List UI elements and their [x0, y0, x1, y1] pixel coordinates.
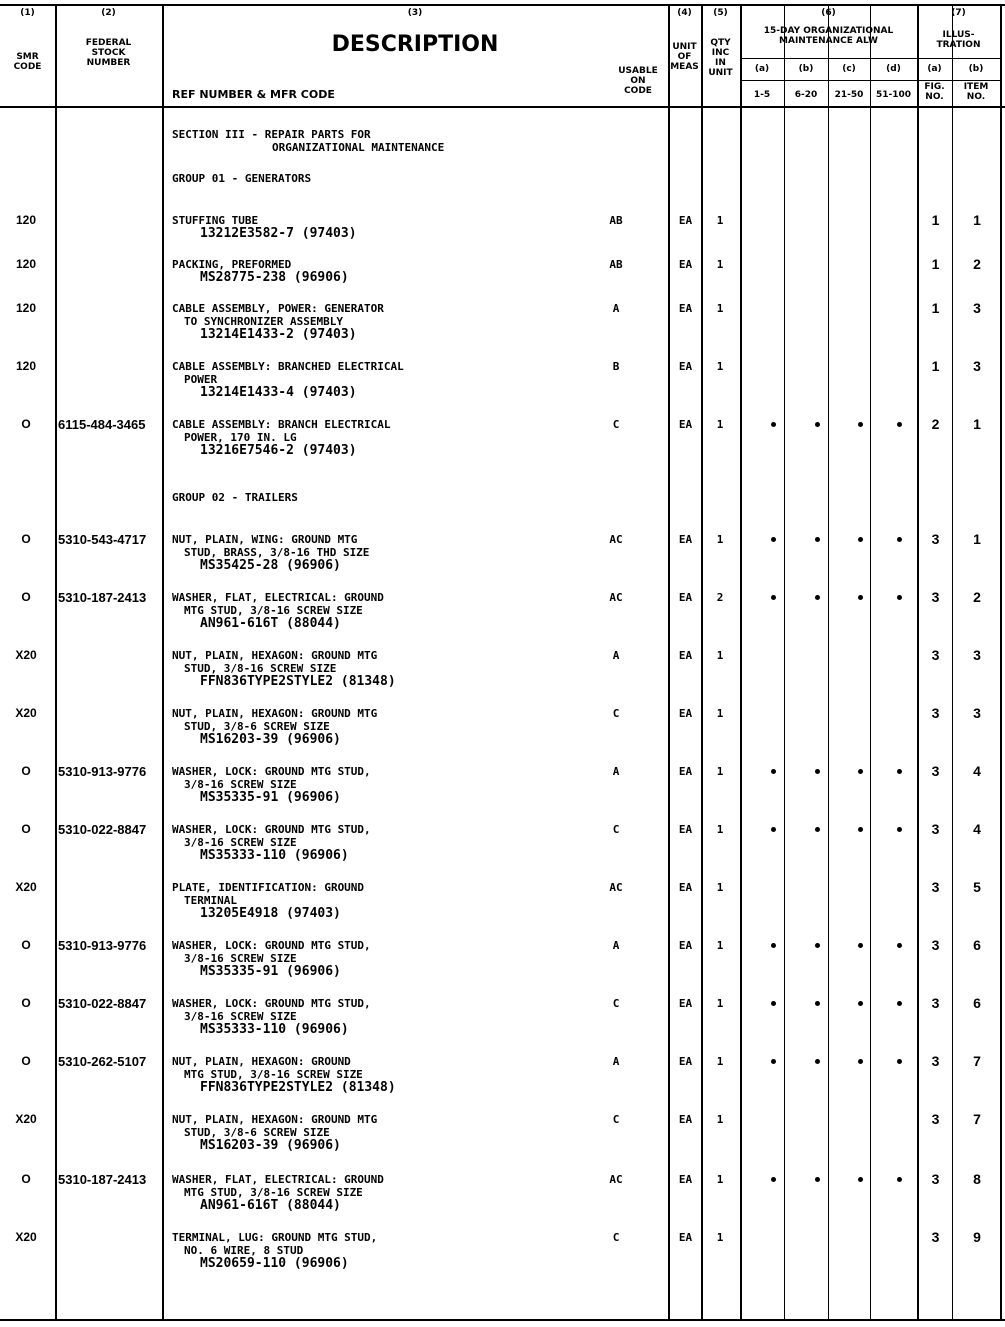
item-number: 6	[973, 995, 981, 1011]
usable-on-code: A	[612, 302, 620, 315]
usable-on-code: C	[612, 418, 620, 431]
smr-code: O	[21, 1054, 31, 1068]
figure-number: 2	[931, 416, 940, 432]
smr-code: O	[21, 764, 31, 778]
usable-on-code: B	[612, 360, 620, 373]
ref-number-mfr-code: AN961-616T (88044)	[200, 1198, 341, 1213]
description-line: STUFFING TUBE	[172, 214, 259, 227]
smr-code: X20	[15, 706, 37, 720]
col3-num: (3)	[407, 8, 423, 18]
item-number: 1	[973, 416, 981, 432]
col-divider-5	[740, 4, 742, 1321]
description-line: 3/8-16 SCREW SIZE	[184, 1010, 297, 1023]
col4-label: UNIT OF MEAS	[670, 42, 699, 72]
item-number: 3	[973, 647, 981, 663]
usable-on-header: USABLE ON CODE	[618, 66, 658, 96]
col-divider-6a	[784, 4, 785, 1321]
allowance-mark	[815, 1001, 820, 1006]
allowance-mark	[815, 1059, 820, 1064]
figure-number: 1	[931, 212, 940, 228]
qty-in-unit: 1	[716, 533, 724, 546]
smr-code: X20	[15, 648, 37, 662]
smr-code: O	[21, 938, 31, 952]
ref-number-mfr-code: MS35333-110 (96906)	[200, 848, 349, 863]
smr-code: O	[21, 1172, 31, 1186]
usable-on-code: AC	[609, 881, 623, 894]
federal-stock-number: 5310-913-9776	[58, 938, 147, 953]
description-block	[172, 418, 391, 457]
description-block	[172, 533, 369, 572]
unit-of-measure: EA	[678, 302, 693, 315]
unit-of-measure: EA	[678, 939, 693, 952]
unit-of-measure: EA	[678, 765, 693, 778]
description-block	[172, 1231, 377, 1270]
ref-number-header: REF NUMBER & MFR CODE	[172, 88, 335, 101]
description-line: STUD, 3/8-16 SCREW SIZE	[184, 662, 337, 675]
item-number: 8	[973, 1171, 981, 1187]
description-block	[172, 707, 377, 746]
allowance-mark	[771, 537, 776, 542]
ref-number-mfr-code: MS35333-110 (96906)	[200, 1022, 349, 1037]
ref-number-mfr-code: MS35425-28 (96906)	[200, 558, 341, 573]
allowance-mark	[897, 827, 902, 832]
unit-of-measure: EA	[678, 1055, 693, 1068]
figure-number: 3	[931, 1053, 940, 1069]
col1-num: (1)	[20, 8, 35, 18]
unit-of-measure: EA	[678, 1113, 693, 1126]
federal-stock-number: 5310-543-4717	[58, 532, 147, 547]
figure-number: 3	[931, 705, 940, 721]
description-block	[172, 997, 371, 1036]
qty-in-unit: 1	[716, 1173, 724, 1186]
unit-of-measure: EA	[678, 649, 693, 662]
ref-number-mfr-code: 13214E1433-4 (97403)	[200, 385, 357, 400]
figure-number: 1	[931, 300, 940, 316]
allowance-mark	[858, 769, 863, 774]
smr-code: O	[21, 996, 31, 1010]
usable-on-code: A	[612, 649, 620, 662]
alw-d-key: (d)	[886, 64, 901, 74]
usable-on-code: C	[612, 707, 620, 720]
description-line: WASHER, FLAT, ELECTRICAL: GROUND	[172, 591, 384, 604]
ref-number-mfr-code: FFN836TYPE2STYLE2 (81348)	[200, 1080, 396, 1095]
group-01-heading: GROUP 01 - GENERATORS	[172, 172, 312, 185]
description-block	[172, 1055, 396, 1094]
description-line: NUT, PLAIN, HEXAGON: GROUND MTG	[172, 1113, 378, 1126]
smr-code: X20	[15, 1112, 37, 1126]
figure-number: 1	[931, 256, 940, 272]
alw-sub-rule-2	[740, 80, 1000, 81]
usable-on-code: AB	[609, 214, 623, 227]
allowance-mark	[815, 422, 820, 427]
allowance-mark	[771, 1059, 776, 1064]
federal-stock-number: 5310-187-2413	[58, 1172, 147, 1187]
col4-num: (4)	[677, 8, 692, 18]
description-line: NO. 6 WIRE, 8 STUD	[184, 1244, 304, 1257]
allowance-mark	[897, 1059, 902, 1064]
allowance-mark	[858, 1001, 863, 1006]
right-rule	[1000, 4, 1002, 1321]
alw-a-range: 1-5	[753, 90, 771, 100]
item-number: 2	[973, 256, 981, 272]
qty-in-unit: 1	[716, 1055, 724, 1068]
allowance-mark	[771, 422, 776, 427]
smr-code: X20	[15, 880, 37, 894]
unit-of-measure: EA	[678, 533, 693, 546]
ref-number-mfr-code: 13216E7546-2 (97403)	[200, 443, 357, 458]
qty-in-unit: 1	[716, 418, 724, 431]
ref-number-mfr-code: AN961-616T (88044)	[200, 616, 341, 631]
smr-code: O	[21, 532, 31, 546]
allowance-mark	[815, 537, 820, 542]
alw-b-key: (b)	[798, 64, 814, 74]
fig-key: (a)	[927, 64, 942, 74]
allowance-mark	[897, 422, 902, 427]
description-line: MTG STUD, 3/8-16 SCREW SIZE	[184, 1068, 363, 1081]
description-block	[172, 649, 396, 688]
col-divider-2	[162, 4, 164, 1321]
description-block	[172, 881, 364, 920]
description-block	[172, 1173, 384, 1212]
allowance-mark	[858, 1059, 863, 1064]
item-number: 7	[973, 1111, 981, 1127]
allowance-mark	[858, 595, 863, 600]
allowance-mark	[858, 537, 863, 542]
description-block	[172, 1113, 377, 1152]
alw-b-range: 6-20	[794, 90, 818, 100]
federal-stock-number: 5310-022-8847	[58, 822, 147, 837]
federal-stock-number: 5310-022-8847	[58, 996, 147, 1011]
qty-in-unit: 1	[716, 1113, 724, 1126]
smr-code: O	[21, 417, 31, 431]
col2-label: FEDERAL STOCK NUMBER	[85, 38, 132, 68]
figure-number: 3	[931, 647, 940, 663]
unit-of-measure: EA	[678, 418, 693, 431]
ref-number-mfr-code: FFN836TYPE2STYLE2 (81348)	[200, 674, 396, 689]
unit-of-measure: EA	[678, 707, 693, 720]
section-title-line2: ORGANIZATIONAL MAINTENANCE	[272, 141, 445, 154]
item-number: 3	[973, 705, 981, 721]
allowance-mark	[771, 1001, 776, 1006]
unit-of-measure: EA	[678, 360, 693, 373]
ref-number-mfr-code: 13205E4918 (97403)	[200, 906, 341, 921]
allowance-mark	[858, 422, 863, 427]
alw-a-key: (a)	[754, 64, 770, 74]
bottom-rule	[0, 1319, 1005, 1321]
qty-in-unit: 1	[716, 881, 724, 894]
description-line: POWER, 170 IN. LG	[184, 431, 297, 444]
qty-in-unit: 2	[716, 591, 724, 604]
description-line: 3/8-16 SCREW SIZE	[184, 952, 297, 965]
description-line: NUT, PLAIN, WING: GROUND MTG	[172, 533, 358, 546]
item-number: 1	[973, 531, 981, 547]
item-number: 9	[973, 1229, 981, 1245]
description-line: CABLE ASSEMBLY: BRANCHED ELECTRICAL	[172, 360, 404, 373]
ref-number-mfr-code: MS16203-39 (96906)	[200, 1138, 341, 1153]
description-line: WASHER, LOCK: GROUND MTG STUD,	[172, 939, 371, 952]
ref-number-mfr-code: MS20659-110 (96906)	[200, 1256, 349, 1271]
qty-in-unit: 1	[716, 939, 724, 952]
fig-no-header: FIG. NO.	[924, 82, 945, 102]
item-number: 3	[973, 300, 981, 316]
usable-on-code: C	[612, 997, 620, 1010]
smr-code: 120	[15, 213, 37, 227]
col5-label: QTY INC IN UNIT	[708, 38, 733, 78]
header-bottom-rule	[0, 106, 1005, 108]
description-line: WASHER, FLAT, ELECTRICAL: GROUND	[172, 1173, 384, 1186]
smr-code: 120	[15, 359, 37, 373]
col-divider-1	[55, 4, 57, 1321]
item-number: 2	[973, 589, 981, 605]
item-no-header: ITEM NO.	[963, 82, 989, 102]
description-line: NUT, PLAIN, HEXAGON: GROUND	[172, 1055, 351, 1068]
alw-d-range: 51-100	[875, 90, 912, 100]
allowance-mark	[771, 769, 776, 774]
figure-number: 3	[931, 937, 940, 953]
description-line: CABLE ASSEMBLY, POWER: GENERATOR	[172, 302, 384, 315]
description-block	[172, 360, 404, 399]
description-line: STUD, 3/8-6 SCREW SIZE	[184, 720, 330, 733]
section-title-line1: SECTION III - REPAIR PARTS FOR	[172, 128, 371, 141]
col6-num: (6)	[821, 8, 836, 18]
description-line: 3/8-16 SCREW SIZE	[184, 778, 297, 791]
usable-on-code: A	[612, 1055, 620, 1068]
figure-number: 1	[931, 358, 940, 374]
federal-stock-number: 5310-913-9776	[58, 764, 147, 779]
usable-on-code: AC	[609, 1173, 623, 1186]
col2-num: (2)	[101, 8, 116, 18]
description-line: POWER	[184, 373, 218, 386]
figure-number: 3	[931, 589, 940, 605]
alw-sub-rule	[740, 58, 1000, 59]
top-rule	[0, 4, 1005, 6]
federal-stock-number: 5310-262-5107	[58, 1054, 147, 1069]
figure-number: 3	[931, 1229, 940, 1245]
description-line: WASHER, LOCK: GROUND MTG STUD,	[172, 997, 371, 1010]
allowance-mark	[897, 537, 902, 542]
usable-on-code: AB	[609, 258, 623, 271]
allowance-mark	[771, 827, 776, 832]
allowance-mark	[897, 1001, 902, 1006]
item-number: 1	[973, 212, 981, 228]
qty-in-unit: 1	[716, 258, 724, 271]
description-block	[172, 302, 384, 341]
usable-on-code: C	[612, 1113, 620, 1126]
smr-code: O	[21, 822, 31, 836]
usable-on-code: AC	[609, 533, 623, 546]
qty-in-unit: 1	[716, 302, 724, 315]
allowance-mark	[815, 769, 820, 774]
allowance-mark	[815, 943, 820, 948]
unit-of-measure: EA	[678, 1173, 693, 1186]
figure-number: 3	[931, 821, 940, 837]
group-02-heading: GROUP 02 - TRAILERS	[172, 491, 298, 504]
alw-c-key: (c)	[842, 64, 856, 74]
allowance-mark	[771, 943, 776, 948]
figure-number: 3	[931, 1111, 940, 1127]
unit-of-measure: EA	[678, 591, 693, 604]
description-block	[172, 939, 371, 978]
qty-in-unit: 1	[716, 214, 724, 227]
allowance-mark	[771, 1177, 776, 1182]
unit-of-measure: EA	[678, 214, 693, 227]
description-line: STUD, 3/8-6 SCREW SIZE	[184, 1126, 330, 1139]
smr-code: O	[21, 590, 31, 604]
col-divider-6c	[870, 4, 871, 1321]
description-line: TERMINAL	[184, 894, 237, 907]
description-line: STUD, BRASS, 3/8-16 THD SIZE	[184, 546, 370, 559]
allowance-mark	[897, 943, 902, 948]
allowance-mark	[815, 1177, 820, 1182]
usable-on-code: AC	[609, 591, 623, 604]
qty-in-unit: 1	[716, 1231, 724, 1244]
col7-label: ILLUS- TRATION	[936, 30, 981, 50]
description-title: DESCRIPTION	[331, 32, 499, 57]
description-line: MTG STUD, 3/8-16 SCREW SIZE	[184, 1186, 363, 1199]
figure-number: 3	[931, 531, 940, 547]
usable-on-code: C	[612, 823, 620, 836]
allowance-mark	[815, 595, 820, 600]
description-line: TO SYNCHRONIZER ASSEMBLY	[184, 315, 343, 328]
description-block	[172, 258, 349, 284]
ref-number-mfr-code: MS28775-238 (96906)	[200, 270, 349, 285]
item-number: 6	[973, 937, 981, 953]
description-line: WASHER, LOCK: GROUND MTG STUD,	[172, 765, 371, 778]
figure-number: 3	[931, 1171, 940, 1187]
description-line: TERMINAL, LUG: GROUND MTG STUD,	[172, 1231, 378, 1244]
description-line: PLATE, IDENTIFICATION: GROUND	[172, 881, 365, 894]
qty-in-unit: 1	[716, 649, 724, 662]
allowance-mark	[897, 1177, 902, 1182]
col6-label: 15-DAY ORGANIZATIONAL MAINTENANCE ALW	[763, 26, 894, 46]
item-key: (b)	[968, 64, 984, 74]
description-block	[172, 591, 384, 630]
usable-on-code: A	[612, 939, 620, 952]
ref-number-mfr-code: MS16203-39 (96906)	[200, 732, 341, 747]
col-divider-6b	[828, 4, 829, 1321]
qty-in-unit: 1	[716, 765, 724, 778]
federal-stock-number: 5310-187-2413	[58, 590, 147, 605]
figure-number: 3	[931, 995, 940, 1011]
description-block	[172, 823, 371, 862]
unit-of-measure: EA	[678, 823, 693, 836]
qty-in-unit: 1	[716, 997, 724, 1010]
smr-code: X20	[15, 1230, 37, 1244]
description-line: WASHER, LOCK: GROUND MTG STUD,	[172, 823, 371, 836]
description-line: 3/8-16 SCREW SIZE	[184, 836, 297, 849]
description-line: NUT, PLAIN, HEXAGON: GROUND MTG	[172, 707, 378, 720]
col7-num: (7)	[951, 8, 966, 18]
smr-code: 120	[15, 301, 37, 315]
unit-of-measure: EA	[678, 1231, 693, 1244]
ref-number-mfr-code: 13214E1433-2 (97403)	[200, 327, 357, 342]
unit-of-measure: EA	[678, 258, 693, 271]
item-number: 3	[973, 358, 981, 374]
alw-c-range: 21-50	[834, 90, 864, 100]
col5-num: (5)	[713, 8, 728, 18]
allowance-mark	[858, 827, 863, 832]
smr-code: 120	[15, 257, 37, 271]
unit-of-measure: EA	[678, 881, 693, 894]
item-number: 7	[973, 1053, 981, 1069]
ref-number-mfr-code: MS35335-91 (96906)	[200, 790, 341, 805]
description-line: CABLE ASSEMBLY: BRANCH ELECTRICAL	[172, 418, 391, 431]
unit-of-measure: EA	[678, 997, 693, 1010]
item-number: 4	[973, 821, 981, 837]
item-number: 5	[973, 879, 981, 895]
col-divider-7a	[952, 4, 953, 1321]
ref-number-mfr-code: 13212E3582-7 (97403)	[200, 226, 357, 241]
description-block	[172, 214, 357, 240]
description-line: PACKING, PREFORMED	[172, 258, 292, 271]
federal-stock-number: 6115-484-3465	[58, 417, 146, 432]
allowance-mark	[858, 943, 863, 948]
description-line: NUT, PLAIN, HEXAGON: GROUND MTG	[172, 649, 378, 662]
qty-in-unit: 1	[716, 360, 724, 373]
allowance-mark	[897, 595, 902, 600]
allowance-mark	[858, 1177, 863, 1182]
ref-number-mfr-code: MS35335-91 (96906)	[200, 964, 341, 979]
figure-number: 3	[931, 763, 940, 779]
usable-on-code: C	[612, 1231, 620, 1244]
allowance-mark	[897, 769, 902, 774]
allowance-mark	[771, 595, 776, 600]
description-line: MTG STUD, 3/8-16 SCREW SIZE	[184, 604, 363, 617]
description-block	[172, 765, 371, 804]
qty-in-unit: 1	[716, 823, 724, 836]
item-number: 4	[973, 763, 981, 779]
allowance-mark	[815, 827, 820, 832]
col1-label: SMR CODE	[13, 52, 42, 72]
usable-on-code: A	[612, 765, 620, 778]
qty-in-unit: 1	[716, 707, 724, 720]
figure-number: 3	[931, 879, 940, 895]
